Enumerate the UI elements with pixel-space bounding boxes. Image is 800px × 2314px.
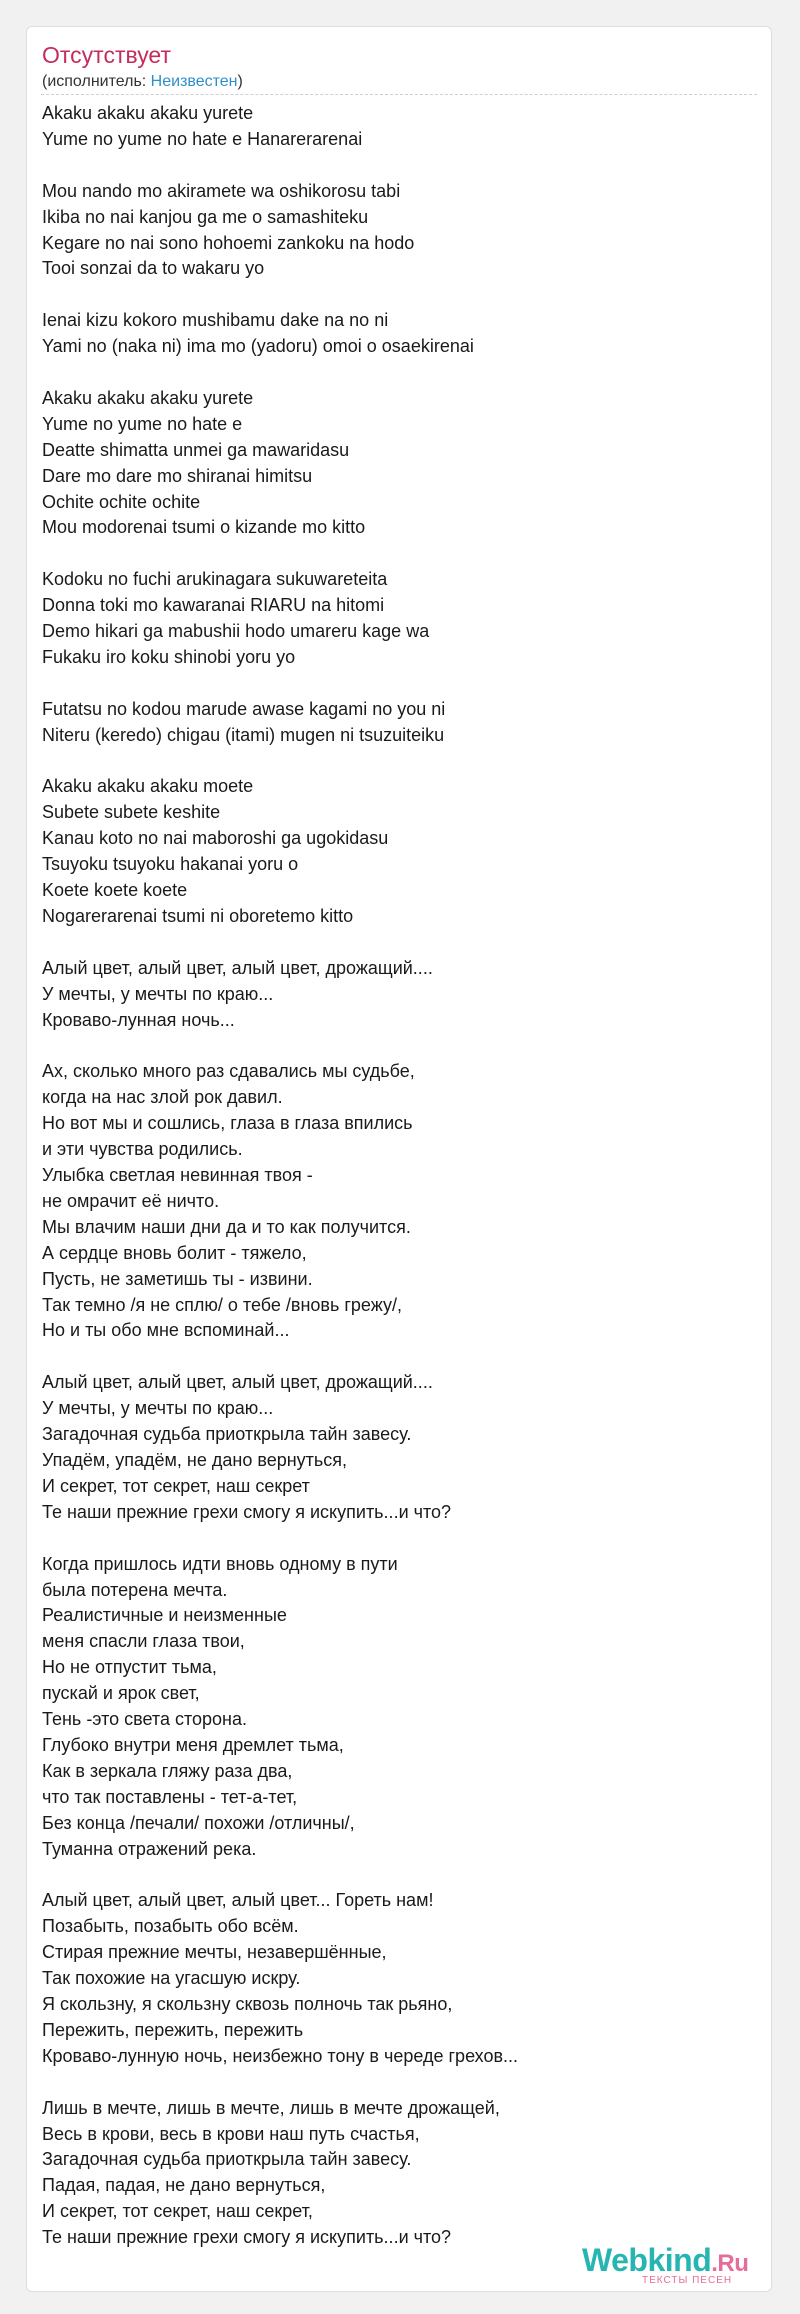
lyric-line: Но и ты обо мне вспоминай... — [42, 1320, 290, 1341]
lyric-line: Мы влачим наши дни да и то как получится. — [42, 1216, 411, 1237]
song-title: Отсутствует — [42, 42, 171, 68]
lyrics-stanza — [42, 956, 742, 1034]
artist-line — [42, 72, 243, 92]
lyric-line: Падая, падая, не дано вернуться, — [42, 2175, 326, 2196]
lyric-line: Но не отпустит тьма, — [42, 1657, 217, 1678]
lyric-line: Futatsu no kodou marude awase kagami no you ni — [42, 698, 446, 719]
lyric-line: Туманна отражений река. — [42, 1838, 257, 1859]
lyric-line: Те наши прежние грехи смогу я искупить...и что? — [42, 1501, 452, 1522]
lyric-line: Ikiba no nai kanjou ga me o samashiteku — [42, 206, 369, 227]
lyric-line: Yami no (naka ni) ima mo (yadoru) omoi o osaekirenai — [42, 336, 474, 357]
lyric-line: Я скользну, я скользну сквозь полночь так рьяно, — [42, 1993, 453, 2014]
lyric-line: Улыбка светлая невинная твоя - — [42, 1165, 313, 1186]
lyric-line: Subete subete keshite — [42, 802, 221, 823]
lyric-line: Deatte shimatta unmei ga mawaridasu — [42, 439, 350, 460]
lyric-line: Akaku akaku akaku moete — [42, 776, 254, 797]
logo-main-text: Webkind — [582, 2242, 712, 2278]
lyric-line: Алый цвет, алый цвет, алый цвет... Гореть нам! — [42, 1890, 434, 1911]
lyric-line: Ochite ochite ochite — [42, 491, 201, 512]
lyric-line: Кроваво-лунная ночь... — [42, 1009, 235, 1030]
lyric-line: Dare mo dare mo shiranai himitsu — [42, 465, 313, 486]
lyric-line: Алый цвет, алый цвет, алый цвет, дрожащий.... — [42, 1372, 433, 1393]
lyric-line: Позабыть, позабыть обо всём. — [42, 1916, 299, 1937]
lyric-line: Но вот мы и сошлись, глаза в глаза впились — [42, 1113, 413, 1134]
lyric-line: Стирая прежние мечты, незавершённые, — [42, 1942, 387, 1963]
artist-prefix: (исполнитель: — [42, 73, 151, 90]
lyric-line: Глубоко внутри меня дремлет тьма, — [42, 1734, 344, 1755]
lyric-line: Загадочная судьба приоткрыла тайн завесу. — [42, 2149, 412, 2170]
lyric-line: Akaku akaku akaku yurete — [42, 103, 254, 123]
lyric-line: Загадочная судьба приоткрыла тайн завесу. — [42, 1424, 412, 1445]
lyric-line: Kodoku no fuchi arukinagara sukuwareteita — [42, 569, 388, 590]
lyric-line: Алый цвет, алый цвет, алый цвет, дрожащий.... — [42, 957, 433, 978]
lyric-line: и эти чувства родились. — [42, 1139, 243, 1160]
lyric-line: Без конца /печали/ похожи /отличны/, — [42, 1812, 355, 1833]
lyrics-body — [42, 101, 742, 2277]
lyrics-stanza — [42, 179, 742, 283]
lyric-line: Tsuyoku tsuyoku hakanai yoru o — [42, 854, 299, 875]
lyrics-stanza — [42, 1059, 742, 1344]
lyric-line: Ienai kizu kokoro mushibamu dake na no ni — [42, 310, 389, 331]
lyric-line: Koete koete koete — [42, 880, 188, 901]
lyric-line: Упадём, упадём, не дано вернуться, — [42, 1449, 348, 1470]
lyric-line: Kanau koto no nai maboroshi ga ugokidasu — [42, 828, 389, 849]
lyrics-stanza — [42, 101, 742, 153]
lyric-line: Те наши прежние грехи смогу я искупить...и что? — [42, 2227, 452, 2248]
lyrics-stanza — [42, 1370, 742, 1525]
lyric-line: Весь в крови, весь в крови наш путь счастья, — [42, 2123, 420, 2144]
lyric-line: Так темно /я не сплю/ о тебе /вновь грежу/, — [42, 1294, 402, 1315]
lyric-line: У мечты, у мечты по краю... — [42, 1398, 274, 1419]
lyric-line: когда на нас злой рок давил. — [42, 1087, 283, 1108]
lyric-line: Mou nando mo akiramete wa oshikorosu tabi — [42, 180, 401, 201]
logo-domain-text: .Ru — [711, 2250, 749, 2277]
lyric-line: не омрачит её ничто. — [42, 1190, 220, 1211]
lyric-line: была потерена мечта. — [42, 1579, 228, 1600]
lyric-line: Yume no yume no hate e — [42, 413, 243, 434]
lyric-line: Пусть, не заметишь ты - извини. — [42, 1268, 313, 1289]
logo-tagline: ТЕКСТЫ ПЕСЕН — [642, 2275, 733, 2286]
lyric-line: Пережить, пережить, пережить — [42, 2019, 304, 2040]
lyrics-stanza — [42, 774, 742, 929]
lyric-line: Fukaku iro koku shinobi yoru yo — [42, 646, 296, 667]
lyric-line: Кроваво-лунную ночь, неизбежно тону в череде грехов... — [42, 2045, 519, 2066]
lyrics-stanza — [42, 1552, 742, 1863]
lyrics-stanza — [42, 386, 742, 541]
lyric-line: пускай и ярок свет, — [42, 1683, 200, 1704]
lyric-line: А сердце вновь болит - тяжело, — [42, 1242, 307, 1263]
lyrics-stanza — [42, 1888, 742, 2069]
lyric-line: что так поставлены - тет-а-тет, — [42, 1786, 298, 1807]
lyrics-stanza — [42, 2096, 742, 2251]
lyric-line: И секрет, тот секрет, наш секрет, — [42, 2201, 313, 2222]
lyric-line: Tooi sonzai da to wakaru yo — [42, 258, 265, 279]
lyric-line: Kegare no nai sono hohoemi zankoku na hodo — [42, 232, 415, 253]
lyric-line: Demo hikari ga mabushii hodo umareru kage wa — [42, 621, 430, 642]
lyric-line: Mou modorenai tsumi o kizande mo kitto — [42, 517, 366, 538]
header-divider — [41, 94, 757, 95]
site-logo[interactable] — [582, 2242, 749, 2287]
lyric-line: Как в зеркала гляжу раза два, — [42, 1760, 293, 1781]
lyrics-stanza — [42, 308, 742, 360]
lyric-line: Donna toki mo kawaranai RIARU na hitomi — [42, 595, 385, 616]
lyric-line: Yume no yume no hate e Hanarerarenai — [42, 128, 363, 149]
lyric-line: Akaku akaku akaku yurete — [42, 387, 254, 408]
lyric-line: меня спасли глаза твои, — [42, 1631, 245, 1652]
artist-suffix: ) — [237, 73, 243, 90]
lyric-line: Так похожие на угасшую искру. — [42, 1968, 301, 1989]
lyrics-stanza — [42, 697, 742, 749]
lyric-line: Nogarerarenai tsumi ni oboretemo kitto — [42, 906, 354, 926]
lyric-line: Тень -это света сторона. — [42, 1709, 248, 1730]
lyric-line: Niteru (keredo) chigau (itami) mugen ni tsuzuiteiku — [42, 724, 445, 745]
artist-link[interactable]: Неизвестен — [150, 73, 238, 90]
lyrics-card — [26, 26, 772, 2292]
lyric-line: Лишь в мечте, лишь в мечте, лишь в мечте дрожащей, — [42, 2097, 500, 2118]
lyric-line: У мечты, у мечты по краю... — [42, 983, 274, 1004]
lyric-line: Когда пришлось идти вновь одному в пути — [42, 1553, 398, 1574]
lyric-line: Реалистичные и неизменные — [42, 1605, 287, 1626]
lyric-line: Ах, сколько много раз сдавались мы судьбе, — [42, 1061, 415, 1082]
lyric-line: И секрет, тот секрет, наш секрет — [42, 1475, 310, 1496]
lyrics-stanza — [42, 567, 742, 671]
